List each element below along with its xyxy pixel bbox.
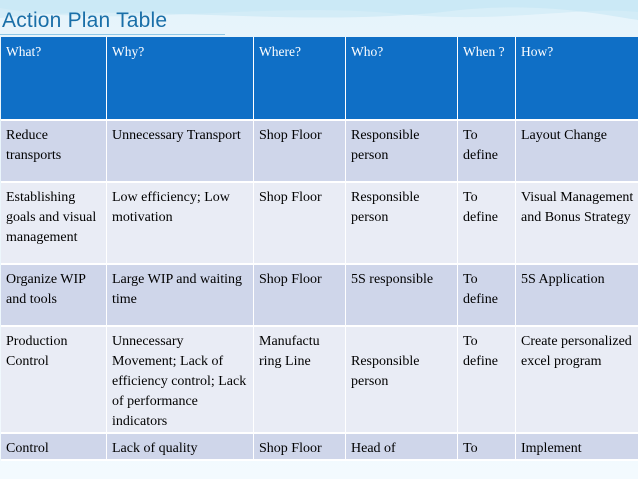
header-why (107, 37, 254, 121)
cell-text: Large WIP and waiting time (112, 272, 242, 307)
header-what-label: What? (6, 44, 42, 59)
cell-text: Low efficiency; Low motivation (112, 190, 230, 225)
table-cell (107, 327, 254, 434)
cell-text: Organize WIP and tools (6, 272, 86, 307)
cell-text: To (463, 441, 478, 456)
cell-text: Shop Floor (259, 190, 322, 205)
table-cell (107, 265, 254, 327)
header-what (1, 37, 107, 121)
table-cell (346, 327, 458, 434)
header-where-label: Where? (259, 44, 301, 59)
header-who (346, 37, 458, 121)
header-how (516, 37, 638, 121)
table-row (1, 434, 638, 461)
table-cell (516, 183, 638, 265)
table-cell (1, 265, 107, 327)
table-cell (107, 121, 254, 183)
table-cell (516, 265, 638, 327)
header-who-label: Who? (351, 44, 384, 59)
cell-text: Unnecessary Movement; Lack of efficiency control; Lack of performance indicators (112, 334, 247, 429)
table-row (1, 183, 638, 265)
table-cell (254, 121, 346, 183)
cell-text: Production Control (6, 334, 68, 369)
header-how-label: How? (521, 44, 554, 59)
table-cell (458, 327, 516, 434)
table-cell (254, 327, 346, 434)
table-cell (346, 121, 458, 183)
table-cell (346, 183, 458, 265)
table-cell (107, 183, 254, 265)
cell-text: Responsible person (351, 354, 420, 389)
cell-text: To define (463, 272, 498, 307)
table-cell (346, 265, 458, 327)
slide-title: Action Plan Table (2, 9, 168, 32)
cell-text: Shop Floor (259, 128, 322, 143)
cell-text: 5S responsible (351, 272, 434, 287)
table-cell (458, 265, 516, 327)
table-cell (346, 434, 458, 461)
action-plan-table (1, 37, 638, 461)
header-where (254, 37, 346, 121)
cell-text: Layout Change (521, 128, 607, 143)
cell-text: To define (463, 128, 498, 163)
cell-text: Implement (521, 441, 582, 456)
table-row (1, 265, 638, 327)
cell-text: Head of (351, 441, 396, 456)
header-why-label: Why? (112, 44, 145, 59)
cell-text: Shop Floor (259, 272, 322, 287)
table-row (1, 121, 638, 183)
cell-text: Create personalized excel program (521, 334, 632, 369)
header-when-label: When ? (463, 44, 505, 59)
cell-text: 5S Application (521, 272, 605, 287)
table-cell (254, 265, 346, 327)
table-cell (516, 327, 638, 434)
title-underline (0, 34, 225, 35)
cell-text: Unnecessary Transport (112, 128, 241, 143)
cell-text: To define (463, 190, 498, 225)
table-cell (1, 434, 107, 461)
cell-text: Manufactu ring Line (259, 334, 320, 369)
cell-text: Establishing goals and visual management (6, 190, 97, 245)
cell-text: Visual Management and Bonus Strategy (521, 190, 634, 225)
table-cell (516, 121, 638, 183)
table-cell (1, 327, 107, 434)
cell-text: To define (463, 334, 498, 369)
table-cell (1, 121, 107, 183)
table-cell (458, 121, 516, 183)
cell-text: Shop Floor (259, 441, 322, 456)
table-row (1, 327, 638, 434)
header-row (1, 37, 638, 121)
table-cell (254, 183, 346, 265)
cell-text: Responsible person (351, 190, 420, 225)
table-cell (516, 434, 638, 461)
table-cell (458, 434, 516, 461)
table-cell (107, 434, 254, 461)
cell-text: Lack of quality (112, 441, 198, 456)
table-cell (1, 183, 107, 265)
table-cell (458, 183, 516, 265)
table-cell (254, 434, 346, 461)
cell-text: Control (6, 441, 49, 456)
cell-text: Responsible person (351, 128, 420, 163)
header-when (458, 37, 516, 121)
cell-text: Reduce transports (6, 128, 62, 163)
